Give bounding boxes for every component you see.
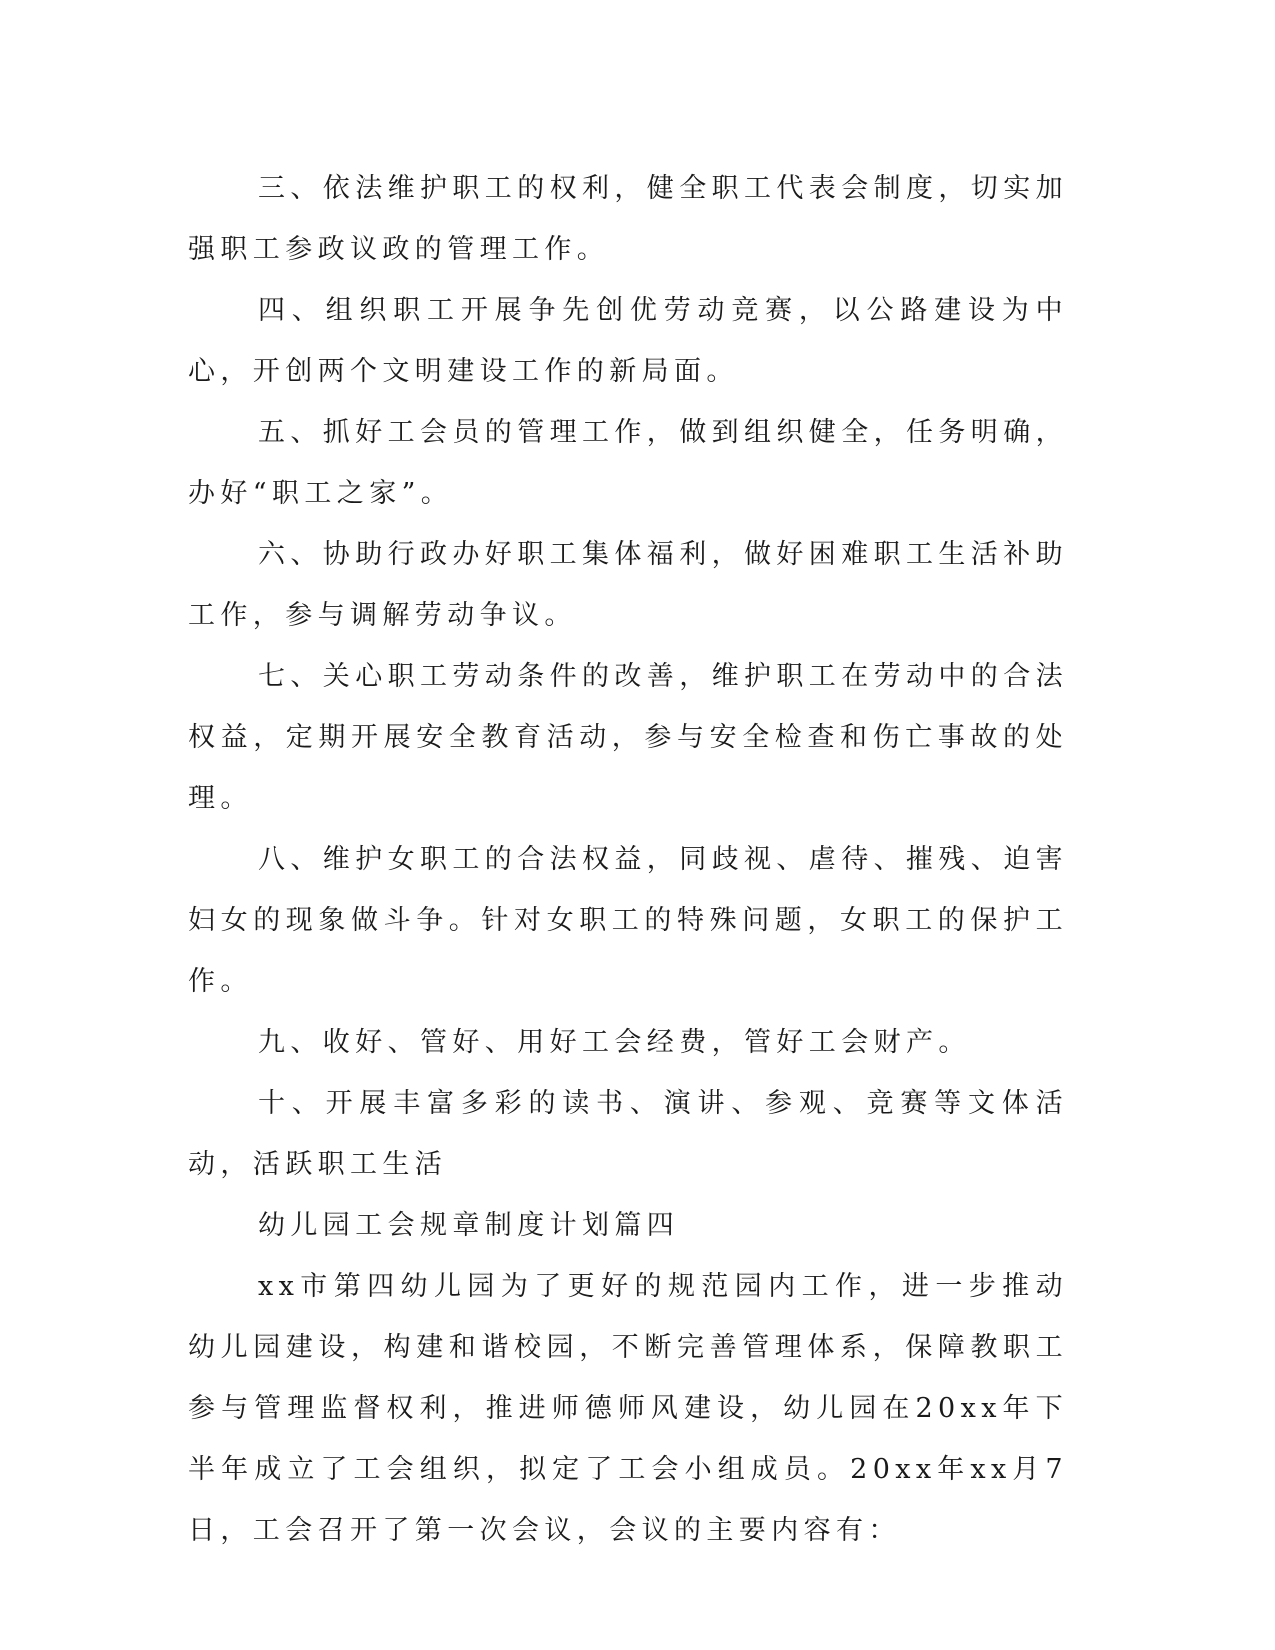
paragraph-item-4: 四、组织职工开展争先创优劳动竞赛，以公路建设为中心，开创两个文明建设工作的新局面。 — [188, 295, 1068, 387]
paragraph-item-9: 九、收好、管好、用好工会经费，管好工会财产。 — [258, 1027, 971, 1058]
section-heading: 幼儿园工会规章制度计划篇四 — [258, 1210, 680, 1241]
document-body — [188, 158, 1068, 1561]
paragraph-item-6: 六、协助行政办好职工集体福利，做好困难职工生活补助工作，参与调解劳动争议。 — [188, 539, 1068, 631]
paragraph-item-10: 十、开展丰富多彩的读书、演讲、参观、竞赛等文体活动，活跃职工生活 — [188, 1088, 1068, 1180]
intro-paragraph: xx市第四幼儿园为了更好的规范园内工作，进一步推动幼儿园建设，构建和谐校园，不断完善管理体系，保障教职工参与管理监督权利，推进师德师风建设，幼儿园在20xx年下半年成立了工会组织，拟定了工会小组成员。20xx年xx月7日，工会召开了第一次会议，会议的主要内容有： — [188, 1271, 1068, 1546]
paragraph-item-8: 八、维护女职工的合法权益，同歧视、虐待、摧残、迫害妇女的现象做斗争。针对女职工的特殊问题，女职工的保护工作。 — [188, 844, 1068, 997]
paragraph-item-7: 七、关心职工劳动条件的改善，维护职工在劳动中的合法权益，定期开展安全教育活动，参与安全检查和伤亡事故的处理。 — [188, 661, 1068, 814]
paragraph-item-5: 五、抓好工会员的管理工作，做到组织健全，任务明确，办好“职工之家”。 — [188, 417, 1068, 509]
paragraph-item-3: 三、依法维护职工的权利，健全职工代表会制度，切实加强职工参政议政的管理工作。 — [188, 173, 1068, 265]
